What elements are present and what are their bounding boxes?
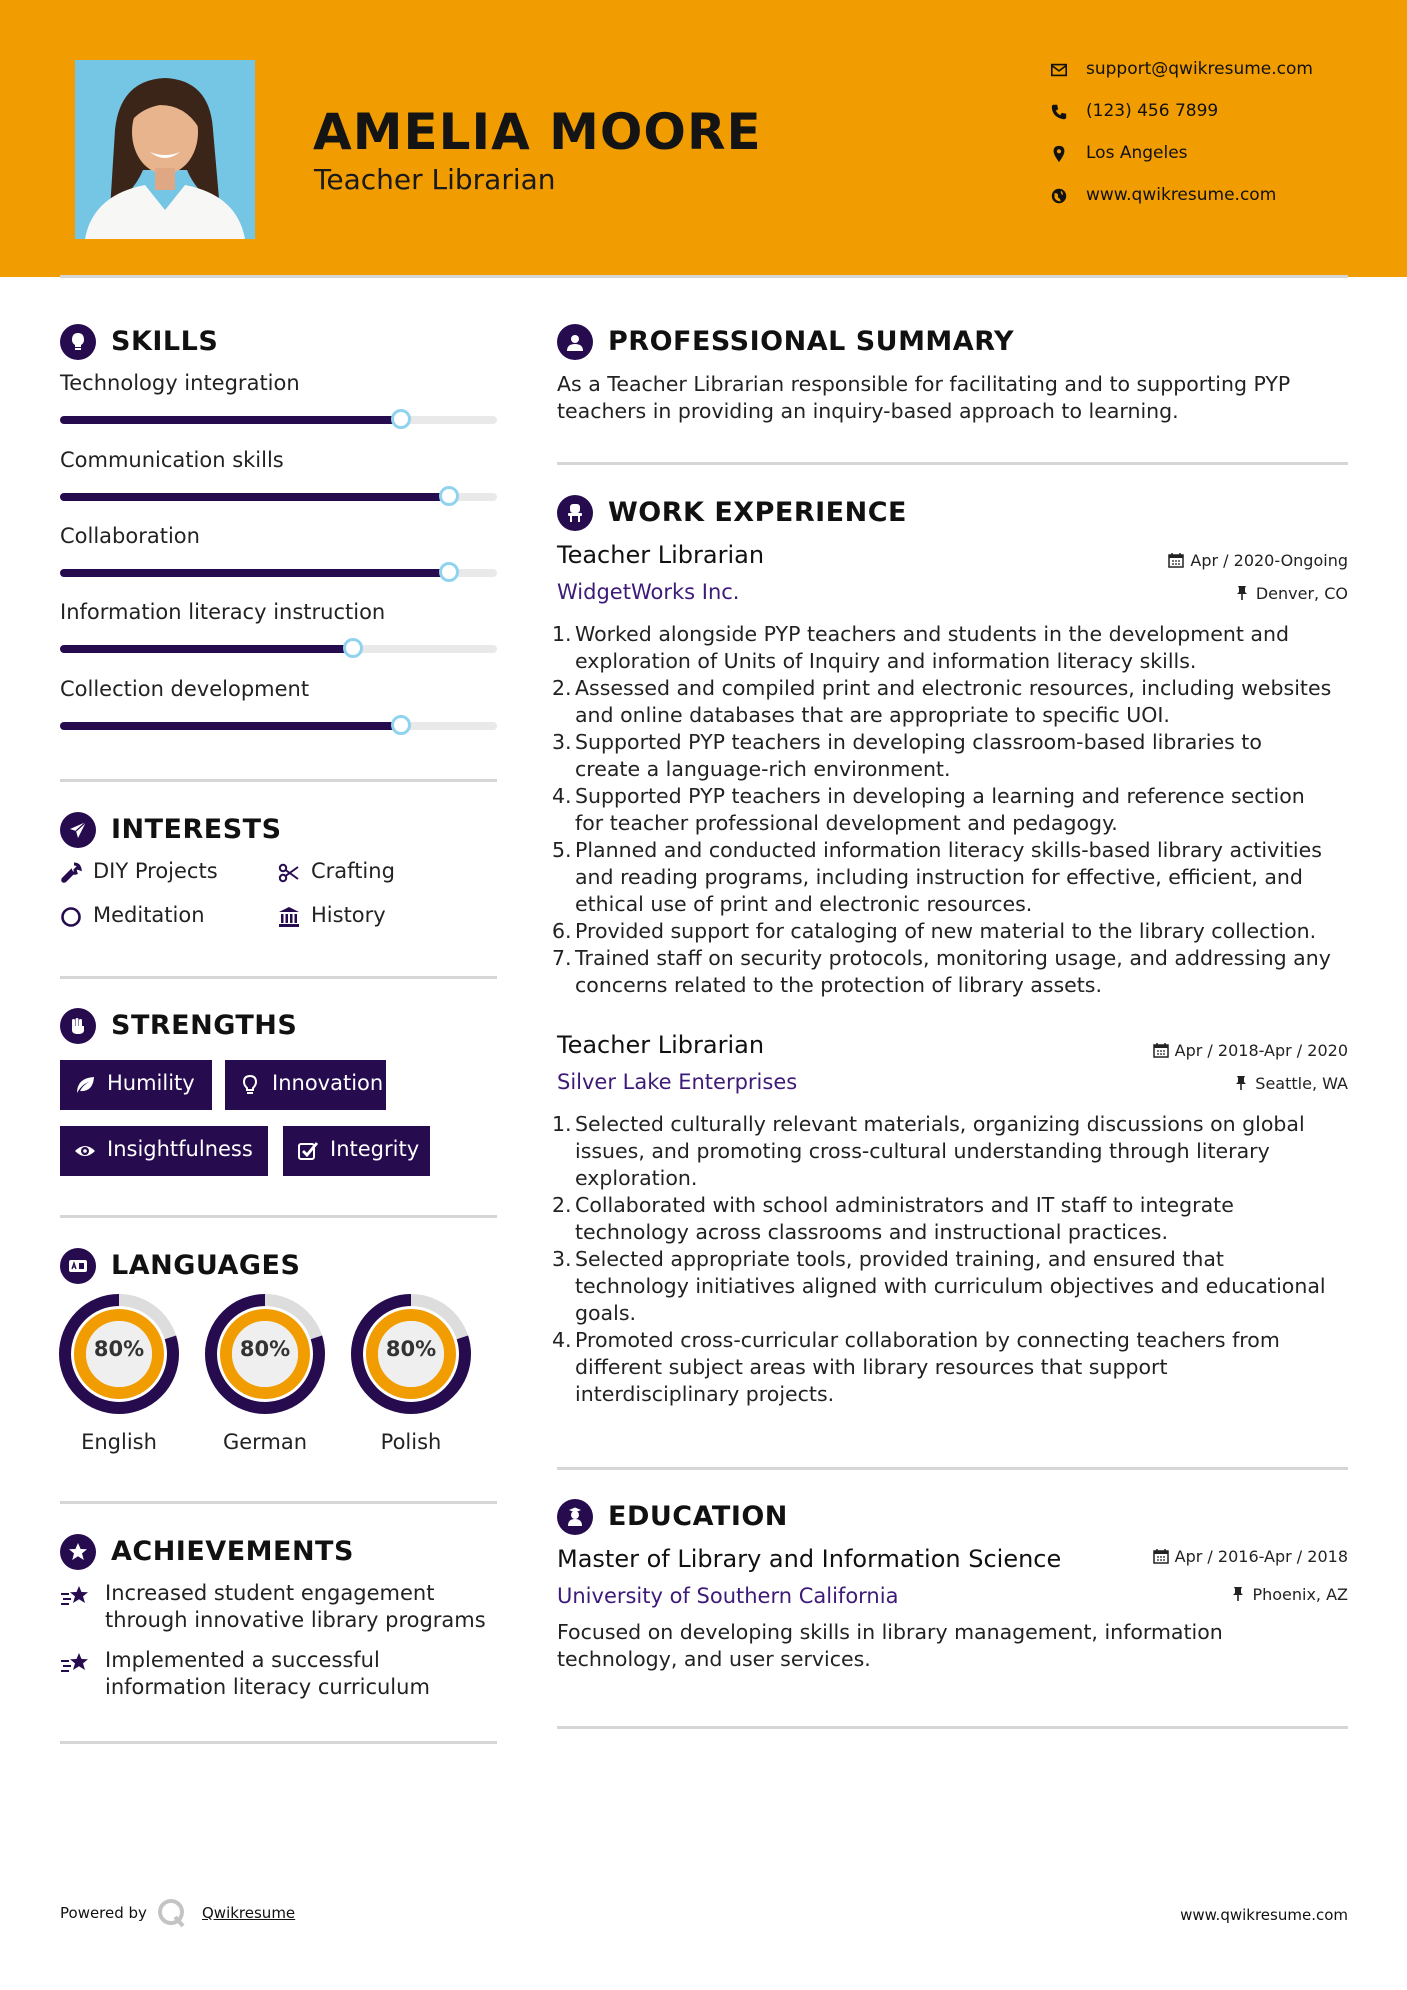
contact-email[interactable] [1050,59,1390,89]
circle-icon [60,906,82,928]
education-line: technology, and user services. [557,1647,871,1671]
job-location-text: Seattle, WA [1255,1074,1348,1093]
graduate-icon [557,1499,593,1535]
skill-label: Technology integration [60,371,300,395]
skill-knob[interactable] [439,562,459,582]
skill-knob[interactable] [391,715,411,735]
language-icon [60,1248,96,1284]
bullet-item: 5. Planned and conducted information literacy skills-based library activities and reading programs, including instruction for effective, efficient, and ethical use of print and electronic resources. [552,838,1322,916]
education-date [1153,1547,1348,1566]
powered-by-text: Powered by [60,1904,147,1922]
bullet-item: 4. Supported PYP teachers in developing a learning and reference section for teacher professional development and pedagogy. [552,784,1305,835]
profile-photo [75,60,255,239]
bullet-item: 6. Provided support for cataloging of new material to the library collection. [552,919,1317,943]
header-banner [0,0,1407,277]
language-percent: 80% [385,1337,437,1361]
contact-location [1050,143,1390,173]
footer-website[interactable]: www.qwikresume.com [1180,1906,1348,1924]
job-location [1234,584,1348,603]
skills-title: SKILLS [111,326,219,357]
strength-label: Humility [107,1071,195,1095]
section-divider [60,1215,497,1218]
skill-fill [60,569,449,577]
pin-icon [1233,1075,1249,1091]
summary-line: teachers in providing an inquiry-based approach to learning. [557,399,1179,423]
scissors-icon [278,862,300,884]
skill-bar [60,645,497,653]
strength-label: Innovation [272,1071,384,1095]
user-icon [557,324,593,360]
achievement-line: Implemented a successful [105,1648,380,1672]
skill-fill [60,722,401,730]
job-date [1153,1041,1348,1060]
bullet-item: 3. Supported PYP teachers in developing classroom-based libraries to create a language-rich environment. [552,730,1262,781]
bullet-item: 4. Promoted cross-curricular collaboration by connecting teachers from different subject areas with library resources that support interdisciplinary projects. [552,1328,1280,1406]
bullet-item: 7. Trained staff on security protocols, monitoring usage, and addressing any concerns related to the protection of library assets. [552,946,1331,997]
education-location-text: Phoenix, AZ [1252,1585,1348,1604]
skill-bar [60,416,497,424]
job-date-text: Apr / 2020-Ongoing [1190,551,1348,570]
language-donut [204,1293,326,1415]
header-divider [60,275,1348,278]
star-badge-icon [60,1534,96,1570]
shooting-star-icon [60,1584,92,1610]
company-name: WidgetWorks Inc. [557,580,740,604]
education-description [557,1619,1223,1673]
eye-icon [74,1140,96,1162]
achievement-line: information literacy curriculum [105,1675,430,1699]
calendar-icon [1153,1042,1169,1058]
education-title: EDUCATION [608,1501,788,1532]
skill-bar [60,493,497,501]
globe-icon [1050,187,1068,205]
summary-title: PROFESSIONAL SUMMARY [608,326,1015,357]
section-divider [557,1467,1348,1470]
strength-label: Integrity [330,1137,420,1161]
education-date-text: Apr / 2016-Apr / 2018 [1174,1547,1348,1566]
education-location [1230,1585,1348,1604]
skill-knob[interactable] [439,486,459,506]
language-name: German [222,1430,308,1454]
chair-icon [557,495,593,531]
lightbulb-outline-icon [239,1074,261,1096]
paper-plane-icon [60,812,96,848]
calendar-icon [1168,552,1184,568]
section-divider [60,1741,497,1744]
job-date-text: Apr / 2018-Apr / 2020 [1174,1041,1348,1060]
skill-label: Communication skills [60,448,284,472]
pin-icon [1234,585,1250,601]
job-location-text: Denver, CO [1255,584,1348,603]
bullet-item: 3. Selected appropriate tools, provided training, and ensured that technology initiatives aligned with curriculum objectives and educational goals. [552,1247,1326,1325]
interest-label: DIY Projects [93,859,218,883]
skill-label: Collaboration [60,524,200,548]
achievements-title: ACHIEVEMENTS [111,1536,354,1567]
candidate-name: AMELIA MOORE [313,103,762,161]
skill-knob[interactable] [391,409,411,429]
qwikresume-link[interactable]: Qwikresume [202,1904,296,1922]
summary-line: As a Teacher Librarian responsible for facilitating and to supporting PYP [557,372,1291,396]
summary-text [557,371,1290,425]
strength-badge [225,1060,386,1110]
bullet-item: 1. Selected culturally relevant materials, organizing discussions on global issues, and promoting cross-cultural understanding through literary exploration. [552,1112,1305,1190]
skill-label: Information literacy instruction [60,600,386,624]
job-bullets [552,1111,1355,1408]
leaf-icon [74,1074,96,1096]
interest-label: History [311,903,386,927]
contact-website-text: www.qwikresume.com [1086,185,1277,205]
strength-badge [283,1126,430,1176]
calendar-icon [1153,1548,1169,1564]
languages-title: LANGUAGES [111,1250,301,1281]
qwikresume-logo-icon [157,1898,187,1928]
envelope-icon [1050,61,1068,79]
interest-label: Meditation [93,903,205,927]
achievement-line: through innovative library programs [105,1608,486,1632]
company-name: Silver Lake Enterprises [557,1070,798,1094]
section-divider [60,1501,497,1504]
contact-website[interactable] [1050,185,1390,215]
skill-fill [60,493,449,501]
section-divider [557,1726,1348,1729]
contact-location-text: Los Angeles [1086,143,1188,163]
skill-bar [60,722,497,730]
contact-phone-text: (123) 456 7899 [1086,101,1219,121]
interests-title: INTERESTS [111,814,282,845]
pin-icon [1230,1586,1246,1602]
language-donut [58,1293,180,1415]
contact-phone[interactable] [1050,101,1390,131]
skill-fill [60,645,353,653]
skill-knob[interactable] [343,638,363,658]
check-square-icon [297,1140,319,1162]
lightbulb-icon [60,324,96,360]
section-divider [60,779,497,782]
bullet-item: 2. Assessed and compiled print and electronic resources, including websites and online databases that are appropriate to specific UOI. [552,676,1332,727]
language-percent: 80% [93,1337,145,1361]
candidate-title: Teacher Librarian [314,163,556,196]
bank-icon [278,906,300,928]
interest-label: Crafting [311,859,395,883]
job-date [1168,551,1348,570]
degree-title: Master of Library and Information Science [557,1545,1062,1573]
language-name: Polish [380,1430,442,1454]
job-bullets [552,621,1355,999]
contact-email-text: support@qwikresume.com [1086,59,1313,79]
skill-label: Collection development [60,677,310,701]
language-donut [350,1293,472,1415]
section-divider [557,462,1348,465]
education-line: Focused on developing skills in library management, information [557,1620,1223,1644]
job-title: Teacher Librarian [557,1031,765,1059]
strength-label: Insightfulness [107,1137,253,1161]
fist-icon [60,1008,96,1044]
section-divider [60,976,497,979]
skill-fill [60,416,401,424]
strengths-title: STRENGTHS [111,1010,298,1041]
job-title: Teacher Librarian [557,541,765,569]
map-marker-icon [1050,145,1068,163]
phone-icon [1050,103,1068,121]
language-name: English [81,1430,157,1454]
language-percent: 80% [239,1337,291,1361]
achievement-line: Increased student engagement [105,1581,435,1605]
bullet-item: 2. Collaborated with school administrators and IT staff to integrate technology across classrooms and instructional practices. [552,1193,1234,1244]
shooting-star-icon [60,1651,92,1677]
school-name: University of Southern California [557,1584,899,1608]
wrench-icon [60,862,82,884]
job-location [1233,1074,1348,1093]
strength-badge [60,1060,212,1110]
bullet-item: 1. Worked alongside PYP teachers and students in the development and exploration of Units of Inquiry and information literacy skills. [552,622,1289,673]
experience-title: WORK EXPERIENCE [608,497,907,528]
skill-bar [60,569,497,577]
strength-badge [60,1126,268,1176]
